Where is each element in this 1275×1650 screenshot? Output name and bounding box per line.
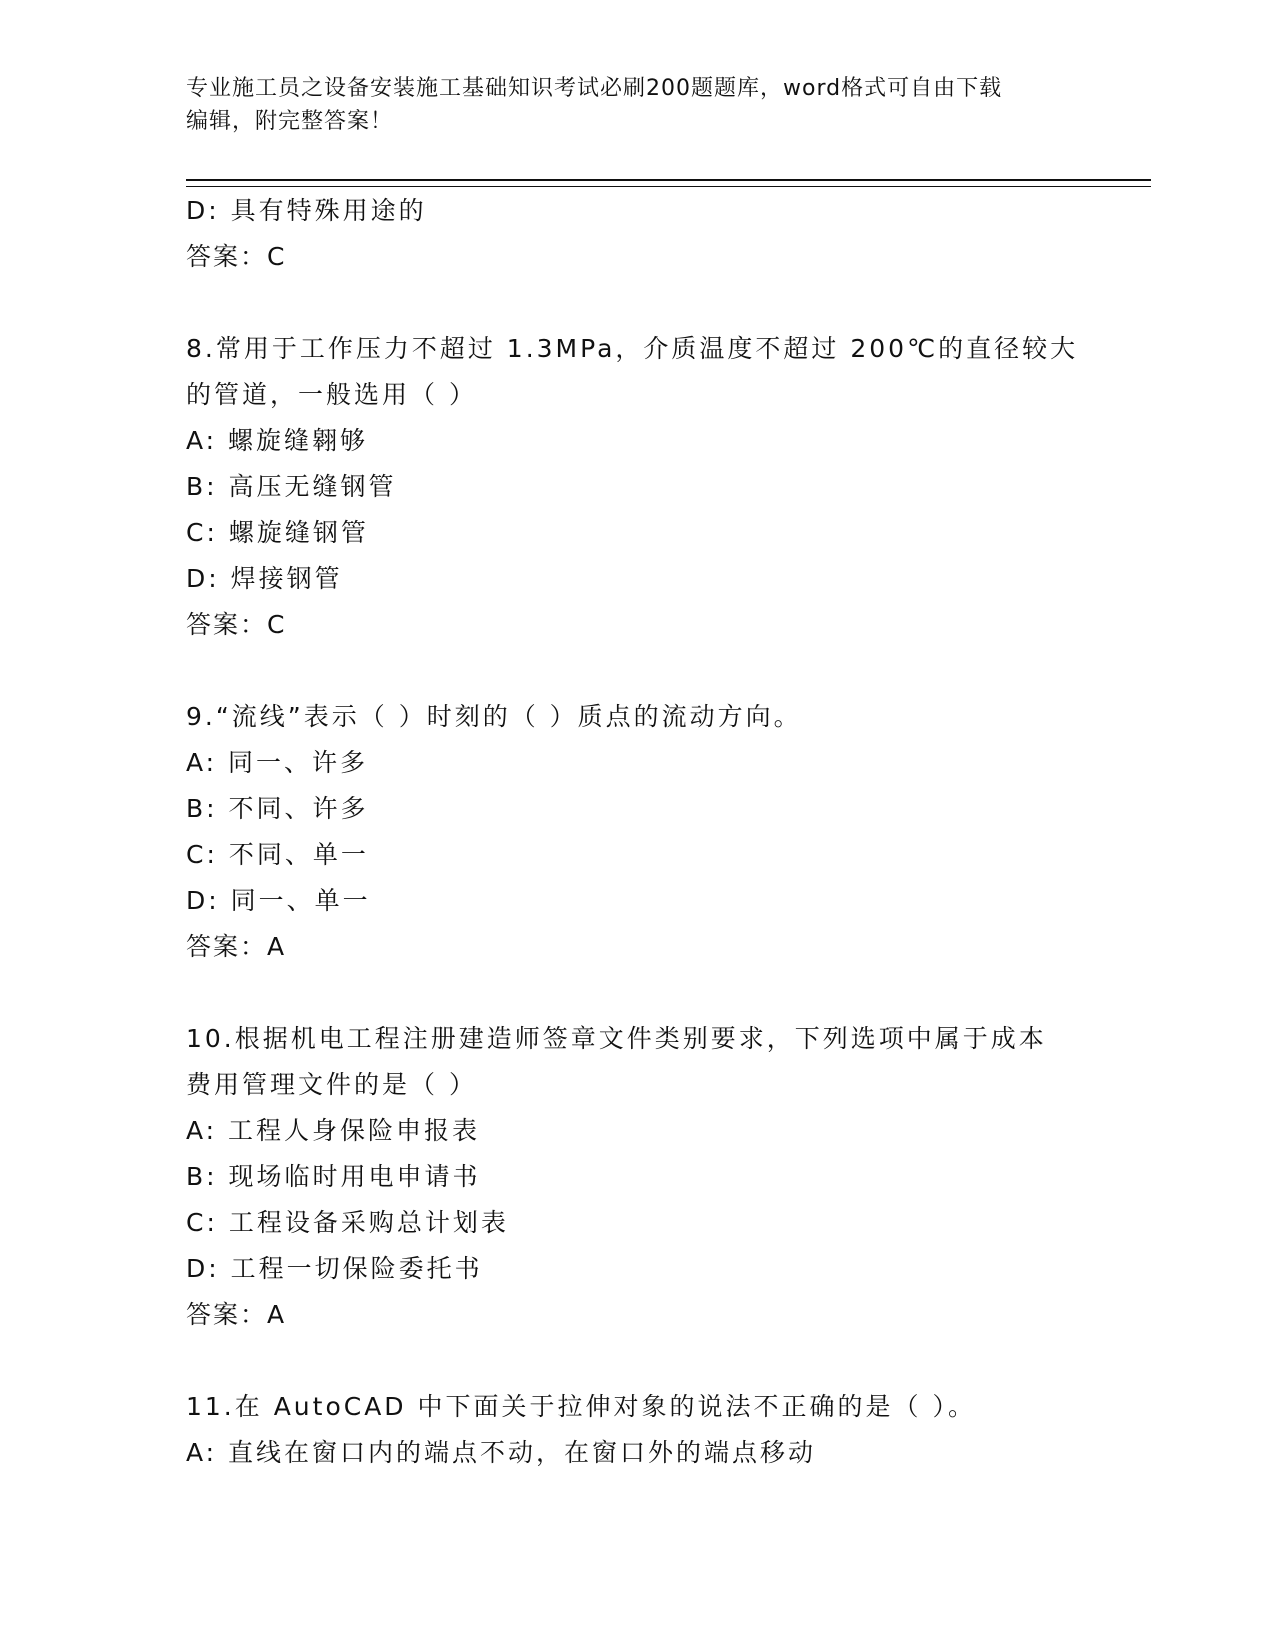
question-11-stem: 11.在 AutoCAD 中下面关于拉伸对象的说法不正确的是（ ）。 [186,1392,976,1421]
question-10-stem-line-2: 费用管理文件的是（ ） [186,1070,477,1099]
question-8-option-d: D: 焊接钢管 [186,564,343,593]
question-list [186,188,1086,1476]
question-9-answer: 答案：A [186,932,287,961]
question-10-stem-line-1: 10.根据机电工程注册建造师签章文件类别要求，下列选项中属于成本 [186,1024,1047,1053]
header-line-1: 专业施工员之设备安装施工基础知识考试必刷200题题库，word格式可自由下载 [186,76,1003,101]
spacer [186,280,1086,326]
question-8-stem-line-2: 的管道，一般选用（ ） [186,380,477,409]
question-8-answer: 答案：C [186,610,287,639]
header-divider-thick [186,179,1151,181]
spacer [186,970,1086,1016]
question-11-option-a: A: 直线在窗口内的端点不动，在窗口外的端点移动 [186,1438,817,1467]
question-9-stem: 9.“流线”表示（ ）时刻的（ ）质点的流动方向。 [186,702,802,731]
question-10-option-c: C: 工程设备采购总计划表 [186,1208,509,1237]
document-header [186,72,1086,138]
answer: 答案：C [186,242,287,271]
question-9-option-a: A: 同一、许多 [186,748,369,777]
question-10-answer: 答案：A [186,1300,287,1329]
spacer [186,648,1086,694]
spacer [186,1338,1086,1384]
question-8-option-c: C: 螺旋缝钢管 [186,518,369,547]
question-10-option-a: A: 工程人身保险申报表 [186,1116,481,1145]
question-9-option-c: C: 不同、单一 [186,840,369,869]
question-10-option-d: D: 工程一切保险委托书 [186,1254,483,1283]
question-8-option-a: A: 螺旋缝翱够 [186,426,369,455]
question-9-option-b: B: 不同、许多 [186,794,369,823]
header-line-2: 编辑，附完整答案！ [186,109,394,134]
question-10-option-b: B: 现场临时用电申请书 [186,1162,481,1191]
question-8-option-b: B: 高压无缝钢管 [186,472,397,501]
header-divider-thin [186,186,1151,187]
option-d: D: 具有特殊用途的 [186,196,427,225]
question-8-stem-line-1: 8.常用于工作压力不超过 1.3MPa，介质温度不超过 200℃的直径较大 [186,334,1079,363]
question-9-option-d: D: 同一、单一 [186,886,371,915]
